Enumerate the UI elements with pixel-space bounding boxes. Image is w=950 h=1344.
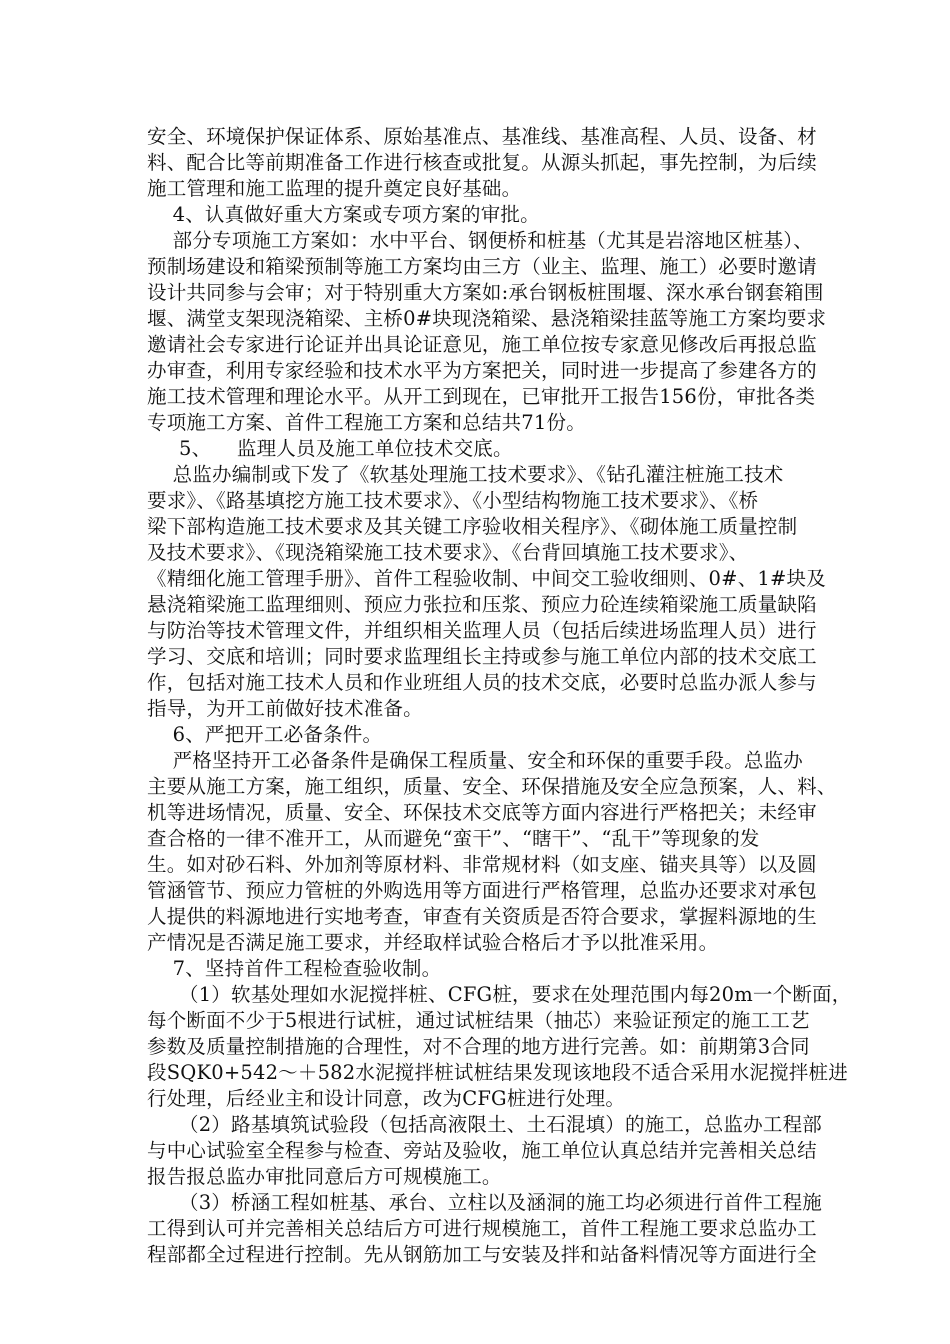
text-line: 邀请社会专家进行论证并出具论证意见，施工单位按专家意见修改后再报总监	[147, 333, 817, 356]
text-line: 办审查，利用专家经验和技术水平为方案把关，同时进一步提高了参建各方的	[147, 359, 817, 382]
text-line: 每个断面不少于5根进行试桩，通过试桩结果（抽芯）来验证预定的施工工艺	[147, 1009, 810, 1032]
text-line: 设计共同参与会审；对于特别重大方案如:承台钢板桩围堰、深水承台钢套箱围	[147, 281, 824, 304]
text-line: 人提供的料源地进行实地考查，审查有关资质是否符合要求，掌握料源地的生	[147, 905, 817, 928]
text-line: 要求》、《路基填挖方施工技术要求》、《小型结构物施工技术要求》、《桥	[147, 489, 759, 512]
text-line: （3）桥涵工程如桩基、承台、立柱以及涵洞的施工均必须进行首件工程施	[147, 1191, 822, 1214]
text-line: 料、配合比等前期准备工作进行核查或批复。从源头抓起，事先控制，为后续	[147, 151, 817, 174]
text-line: 与中心试验室全程参与检查、旁站及验收，施工单位认真总结并完善相关总结	[147, 1139, 817, 1162]
text-line: 机等进场情况，质量、安全、环保技术交底等方面内容进行严格把关；未经审	[147, 801, 817, 824]
text-line: 《精细化施工管理手册》、首件工程验收制、中间交工验收细则、0#、1#块及	[147, 567, 826, 590]
text-line: 施工管理和施工监理的提升奠定良好基础。	[147, 177, 522, 200]
text-line: 查合格的一律不准开工，从而避免“蛮干”、“瞎干”、“乱干”等现象的发	[147, 827, 760, 850]
text-line: 部分专项施工方案如：水中平台、钢便桥和桩基（尤其是岩溶地区桩基）、	[147, 229, 813, 252]
section-heading-5: 5、 监理人员及施工单位技术交底。	[147, 437, 513, 460]
text-line: 行处理，后经业主和设计同意，改为CFG桩进行处理。	[147, 1087, 626, 1110]
text-line: （2）路基填筑试验段（包括高液限土、土石混填）的施工，总监办工程部	[147, 1113, 822, 1136]
text-line: 预制场建设和箱梁预制等施工方案均由三方（业主、监理、施工）必要时邀请	[147, 255, 817, 278]
text-line: 产情况是否满足施工要求，并经取样试验合格后才予以批准采用。	[147, 931, 719, 954]
text-line: 梁下部构造施工技术要求及其关键工序验收相关程序》、《砌体施工质量控制	[147, 515, 798, 538]
text-line: 段SQK0+542～＋582水泥搅拌桩试桩结果发现该地段不适合采用水泥搅拌桩进	[147, 1061, 848, 1084]
text-line: 管涵管节、预应力管桩的外购选用等方面进行严格管理，总监办还要求对承包	[147, 879, 817, 902]
text-line: 工得到认可并完善相关总结后方可进行规模施工，首件工程施工要求总监办工	[147, 1217, 817, 1240]
text-line: 生。如对砂石料、外加剂等原材料、非常规材料（如支座、锚夹具等）以及圆	[147, 853, 817, 876]
text-line: 与防治等技术管理文件，并组织相关监理人员（包括后续进场监理人员）进行	[147, 619, 817, 642]
text-line: （1）软基处理如水泥搅拌桩、CFG桩，要求在处理范围内每20m一个断面，	[147, 983, 852, 1006]
section-heading-4: 4、认真做好重大方案或专项方案的审批。	[147, 203, 540, 226]
text-line: 悬浇箱梁施工监理细则、预应力张拉和压浆、预应力砼连续箱梁施工质量缺陷	[147, 593, 817, 616]
text-line: 参数及质量控制措施的合理性，对不合理的地方进行完善。如：前期第3合同	[147, 1035, 810, 1058]
text-line: 堰、满堂支架现浇箱梁、主桥0#块现浇箱梁、悬浇箱梁挂蓝等施工方案均要求	[147, 307, 827, 330]
text-line: 学习、交底和培训；同时要求监理组长主持或参与施工单位内部的技术交底工	[147, 645, 817, 668]
text-line: 指导，为开工前做好技术准备。	[147, 697, 423, 720]
section-heading-7: 7、坚持首件工程检查验收制。	[147, 957, 442, 980]
text-line: 作，包括对施工技术人员和作业班组人员的技术交底，必要时总监办派人参与	[147, 671, 817, 694]
text-line: 报告报总监办审批同意后方可规模施工。	[147, 1165, 502, 1188]
text-line: 安全、环境保护保证体系、原始基准点、基准线、基准高程、人员、设备、材	[147, 125, 817, 148]
text-line: 总监办编制或下发了《软基处理施工技术要求》、《钻孔灌注桩施工技术	[147, 463, 784, 486]
text-line: 专项施工方案、首件工程施工方案和总结共71份。	[147, 411, 586, 434]
text-line: 程部都全过程进行控制。先从钢筋加工与安装及拌和站备料情况等方面进行全	[147, 1243, 817, 1266]
section-heading-6: 6、严把开工必备条件。	[147, 723, 383, 746]
text-line: 及技术要求》、《现浇箱梁施工技术要求》、《台背回填施工技术要求》、	[147, 541, 749, 564]
text-line: 严格坚持开工必备条件是确保工程质量、安全和环保的重要手段。总监办	[147, 749, 803, 772]
text-line: 主要从施工方案，施工组织，质量、安全、环保措施及安全应急预案，人、料、	[147, 775, 837, 798]
text-line: 施工技术管理和理论水平。从开工到现在，已审批开工报告156份，审批各类	[147, 385, 816, 408]
